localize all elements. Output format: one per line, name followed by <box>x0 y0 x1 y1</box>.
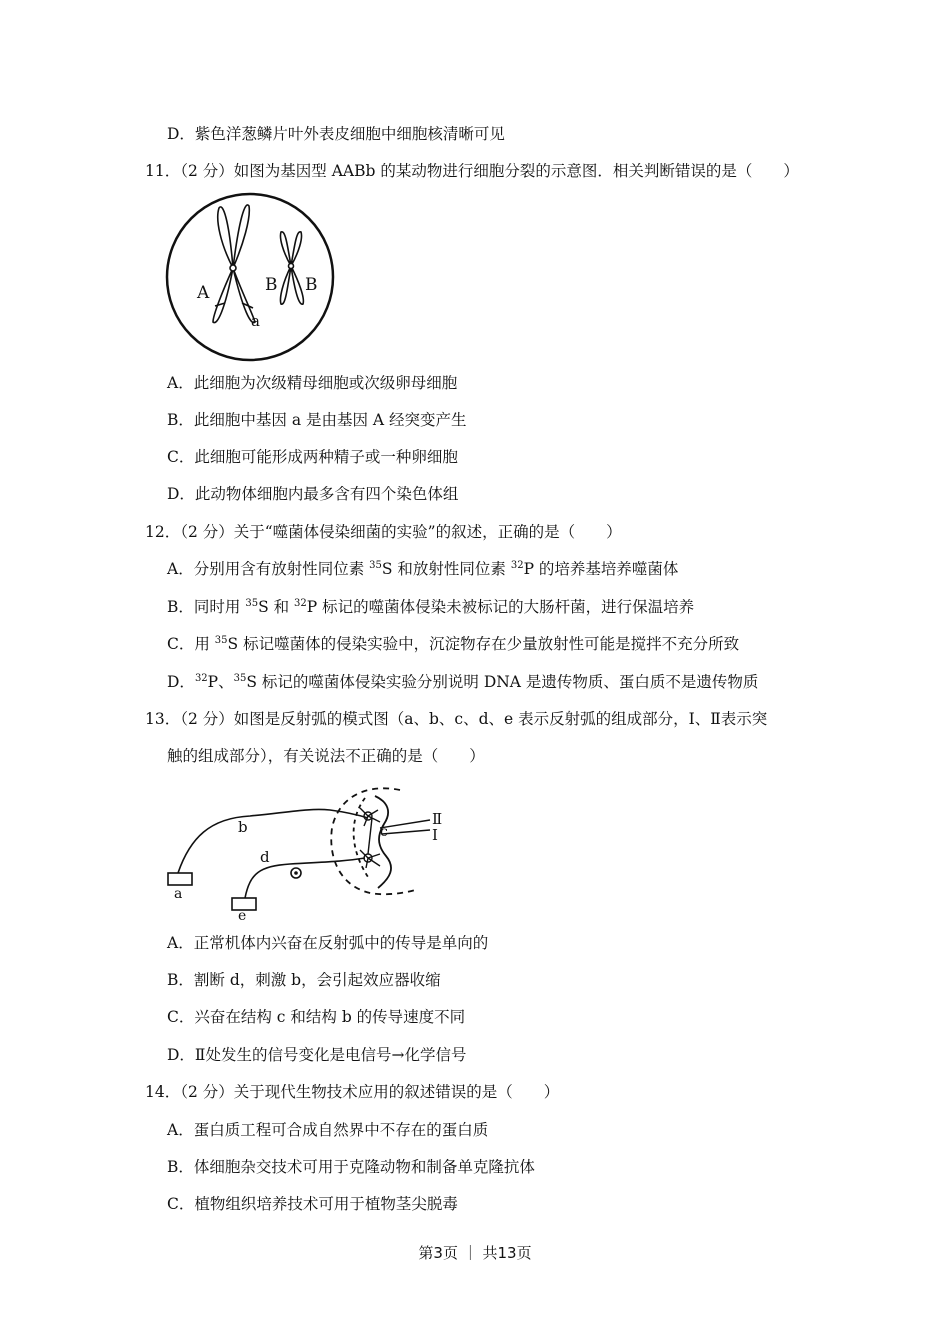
q11-option-d: D．此动物体细胞内最多含有四个染色体组 <box>167 485 459 503</box>
q10-option-d: D．紫色洋葱鳞片叶外表皮细胞中细胞核清晰可见 <box>167 125 505 143</box>
q14-stem: 14．（2 分）关于现代生物技术应用的叙述错误的是（ ） <box>145 1083 560 1101</box>
receptor-box-a <box>168 873 192 885</box>
chromosome-small <box>280 232 303 304</box>
label-II: Ⅱ <box>432 810 443 828</box>
label-a: a <box>174 886 183 902</box>
chromosome-large <box>213 205 255 323</box>
q12-option-a: A．分别用含有放射性同位素 $^{35}$S 和放射性同位素 $^{32}$P 的培养基培养噬菌体 <box>167 560 679 578</box>
label-c: c <box>380 824 388 840</box>
q11-stem: 11．（2 分）如图为基因型 AABb 的某动物进行细胞分裂的示意图．相关判断错误的是（ ） <box>145 162 799 180</box>
q13-stem-line1: 13．（2 分）如图是反射弧的模式图（a、b、c、d、e 表示反射弧的组成部分，Ⅰ、Ⅱ表示突 <box>145 710 768 728</box>
q13-option-d: D．Ⅱ处发生的信号变化是电信号→化学信号 <box>167 1046 467 1064</box>
gene-label-a: a <box>251 312 260 330</box>
gene-label-b2: B <box>305 275 318 295</box>
q12-option-d: D．$^{32}$P、$^{35}$S 标记的噬菌体侵染实验分别说明 DNA 是遗传物质、蛋白质不是遗传物质 <box>167 673 759 691</box>
q13-option-c: C．兴奋在结构 c 和结构 b 的传导速度不同 <box>167 1008 466 1026</box>
q14-option-c: C．植物组织培养技术可用于植物茎尖脱毒 <box>167 1195 458 1213</box>
q14-option-b: B．体细胞杂交技术可用于克隆动物和制备单克隆抗体 <box>167 1158 535 1176</box>
label-I: Ⅰ <box>432 826 438 844</box>
q13-stem-line2: 触的组成部分），有关说法不正确的是（ ） <box>167 747 485 765</box>
cell-division-figure <box>163 190 338 365</box>
gene-label-b1: B <box>265 275 278 295</box>
q14-option-a: A．蛋白质工程可合成自然界中不存在的蛋白质 <box>167 1121 489 1139</box>
q12-stem: 12．（2 分）关于“噬菌体侵染细菌的实验”的叙述，正确的是（ ） <box>145 523 622 541</box>
q13-option-a: A．正常机体内兴奋在反射弧中的传导是单向的 <box>167 934 489 952</box>
q11-option-b: B．此细胞中基因 a 是由基因 A 经突变产生 <box>167 411 467 429</box>
q11-option-c: C．此细胞可能形成两种精子或一种卵细胞 <box>167 448 458 466</box>
label-d: d <box>260 848 270 866</box>
q11-option-a: A．此细胞为次级精母细胞或次级卵母细胞 <box>167 374 458 392</box>
gene-label-A: A <box>197 283 210 303</box>
reflex-arc-figure <box>160 778 460 923</box>
q12-option-b: B．同时用 $^{35}$S 和 $^{32}$P 标记的噬菌体侵染未被标记的大肠杆菌，进行保温培养 <box>167 598 695 616</box>
q13-option-b: B．割断 d，刺激 b，会引起效应器收缩 <box>167 971 441 989</box>
label-b: b <box>238 818 248 836</box>
label-e: e <box>238 908 247 923</box>
page-footer: 第3页 ｜ 共13页 <box>418 1244 532 1262</box>
q12-option-c: C．用 $^{35}$S 标记噬菌体的侵染实验中，沉淀物存在少量放射性可能是搅拌不充分所致 <box>167 635 740 653</box>
